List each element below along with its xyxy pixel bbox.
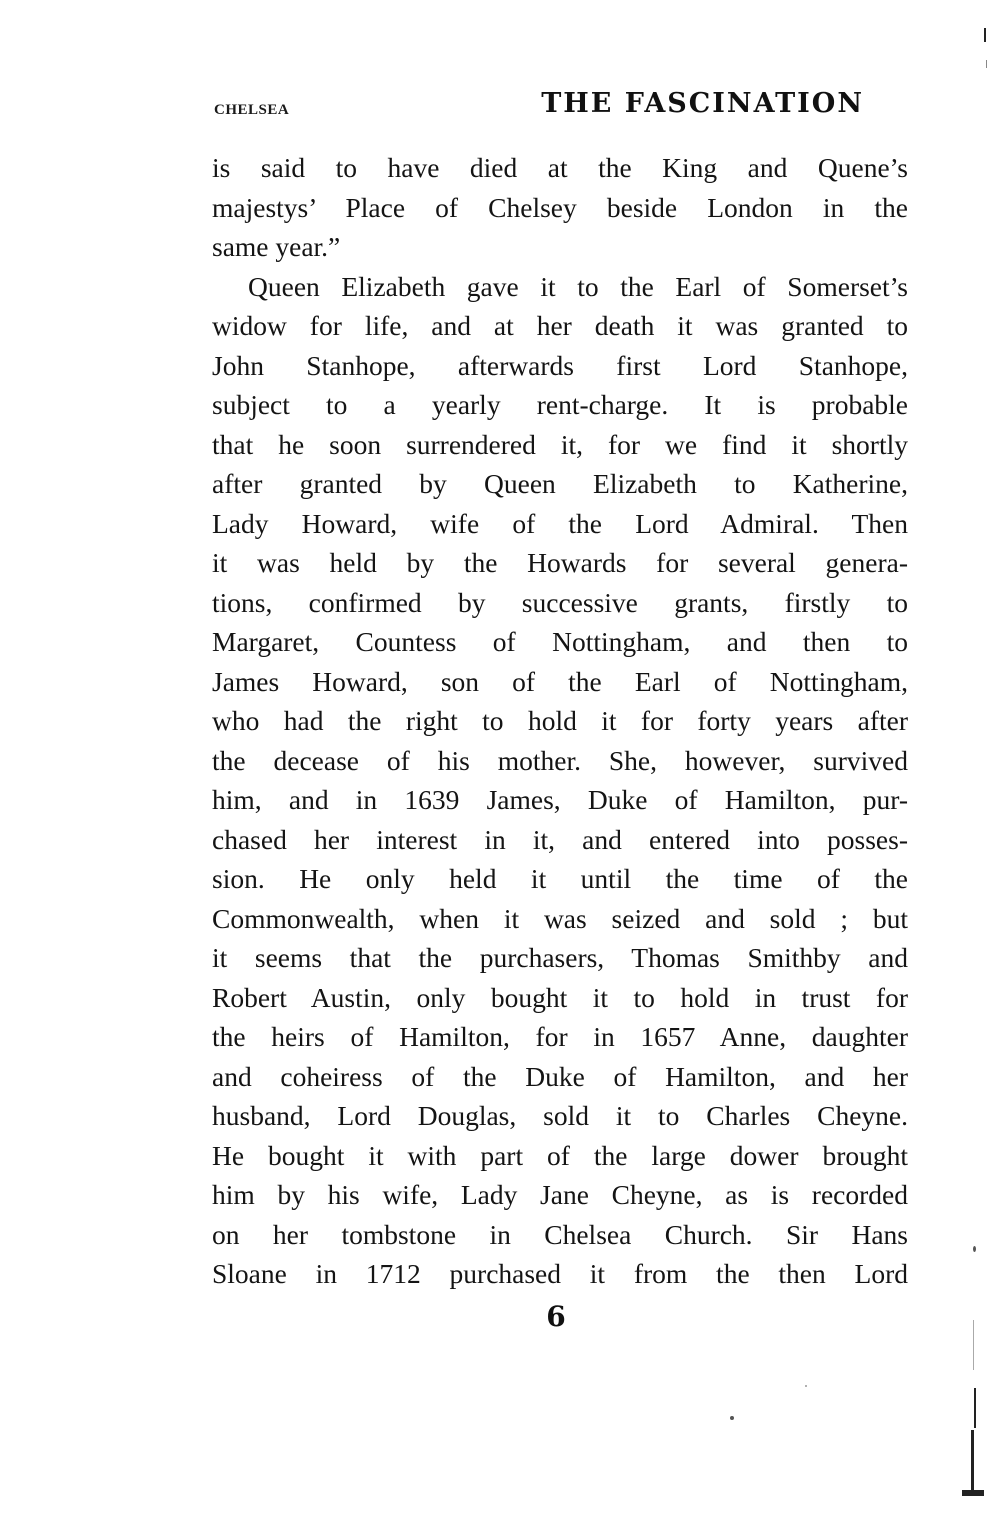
text-line: subject to a yearly rent-charge. It is probable — [212, 389, 908, 420]
scan-edge-mark — [962, 1490, 984, 1496]
scan-speck — [805, 1385, 807, 1387]
scan-edge-mark — [984, 28, 986, 42]
scan-edge-mark — [974, 1388, 976, 1428]
text-line: who had the right to hold it for forty years after — [212, 705, 908, 736]
running-head — [214, 86, 908, 136]
text-line: the heirs of Hamilton, for in 1657 Anne, daughter — [212, 1021, 908, 1052]
text-line: tions, confirmed by successive grants, firstly to — [212, 586, 908, 618]
text-line: chased her interest in it, and entered into posses- — [212, 823, 908, 855]
text-line: same year.” — [212, 231, 341, 262]
page-number: 6 — [546, 1300, 566, 1333]
scan-speck — [973, 1246, 976, 1252]
text-line: Robert Austin, only bought it to hold in trust for — [212, 981, 908, 1013]
scan-edge-mark — [986, 60, 987, 68]
text-line: him, and in 1639 James, Duke of Hamilton, pur- — [212, 784, 908, 815]
scan-speck — [730, 1416, 734, 1420]
text-line: Margaret, Countess of Nottingham, and then to — [212, 626, 908, 657]
text-line: widow for life, and at her death it was granted to — [212, 310, 908, 341]
text-line: it was held by the Howards for several genera- — [212, 547, 908, 578]
text-line: on her tombstone in Chelsea Church. Sir Hans — [212, 1218, 908, 1250]
scan-edge-mark — [971, 1430, 974, 1490]
text-line: James Howard, son of the Earl of Nottingham, — [212, 665, 908, 697]
text-line: that he soon surrendered it, for we find it shortly — [212, 428, 908, 460]
text-line: it seems that the purchasers, Thomas Smithby and — [212, 942, 908, 973]
text-line: Sloane in 1712 purchased it from the then Lord — [212, 1258, 908, 1289]
text-line: husband, Lord Douglas, sold it to Charles Cheyne. — [212, 1100, 908, 1131]
scan-edge-mark — [973, 1320, 974, 1370]
body-text — [212, 148, 908, 1294]
text-line: majestys’ Place of Chelsey beside London in the — [212, 191, 908, 223]
text-line: He bought it with part of the large dower brought — [212, 1139, 908, 1171]
text-line: Lady Howard, wife of the Lord Admiral. Then — [212, 507, 908, 539]
text-line: and coheiress of the Duke of Hamilton, and her — [212, 1060, 908, 1092]
paragraph-first-line: Queen Elizabeth gave it to the Earl of Somerset’s — [248, 270, 908, 302]
text-line: John Stanhope, afterwards first Lord Stanhope, — [212, 349, 908, 381]
text-line: after granted by Queen Elizabeth to Katherine, — [212, 468, 908, 499]
text-line: sion. He only held it until the time of the — [212, 863, 908, 894]
text-line: is said to have died at the King and Quene’s — [212, 152, 908, 183]
chapter-title: THE FASCINATION — [541, 88, 864, 119]
text-line: the decease of his mother. She, however, survived — [212, 744, 908, 776]
section-label: CHELSEA — [214, 102, 290, 118]
text-line: him by his wife, Lady Jane Cheyne, as is recorded — [212, 1179, 908, 1210]
text-line: Commonwealth, when it was seized and sold ; but — [212, 902, 908, 934]
